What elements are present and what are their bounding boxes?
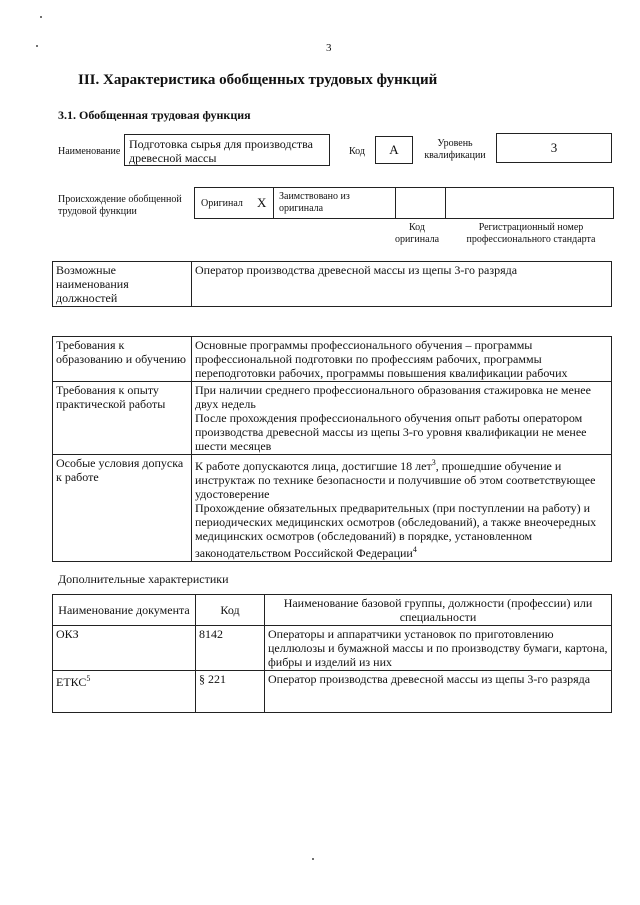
row-code: § 221 bbox=[196, 671, 265, 713]
row-name: Оператор производства древесной массы из щепы 3-го разряда bbox=[265, 671, 612, 713]
page-number: 3 bbox=[326, 42, 332, 54]
origin-divider bbox=[273, 188, 274, 218]
scan-speck bbox=[40, 16, 42, 18]
req-experience-label: Требования к опыту практической работы bbox=[53, 382, 192, 455]
req-conditions-value-1 bbox=[195, 456, 608, 501]
origin-label: Происхождение обобщенной трудовой функции bbox=[58, 194, 182, 217]
original-mark: X bbox=[257, 195, 267, 210]
table-row bbox=[53, 337, 612, 382]
section-title: III. Характеристика обобщенных трудовых функций bbox=[78, 72, 438, 88]
req-education-label: Требования к образованию и обучению bbox=[53, 337, 192, 382]
header-doc: Наименование документа bbox=[53, 595, 196, 626]
code-label: Код bbox=[349, 146, 365, 157]
req-conditions-text-1a: К работе допускаются лица, достигшие 18 лет bbox=[195, 459, 432, 473]
table-header-row bbox=[53, 595, 612, 626]
req-conditions-text-2a: Прохождение обязательных предварительных (при поступлении на работу) и периодических медицинских осмотров (обследований), а также внеочередных медицинских осмотров (обследований) в порядке, установленном законодательством Российской Федерации bbox=[195, 501, 597, 560]
origin-box bbox=[194, 187, 614, 219]
level-box bbox=[496, 133, 612, 163]
row-name: Операторы и аппаратчики установок по приготовлению целлюлозы и бумажной массы и по производству бумаги, картона, фибры и изделий из них bbox=[265, 626, 612, 671]
req-conditions-cell bbox=[192, 455, 612, 562]
req-experience-value-1: При наличии среднего профессионального образования стажировка не менее двух недель bbox=[195, 383, 591, 411]
additional-table bbox=[52, 594, 612, 713]
table-row bbox=[53, 262, 612, 307]
footnote-ref: 3 bbox=[431, 458, 436, 467]
origin-divider bbox=[395, 188, 396, 218]
req-conditions-text-1b: , прошедшие обучение и инструктаж по технике безопасности и получившие об этом соответствующее удостоверение bbox=[195, 459, 596, 501]
code-box bbox=[375, 136, 413, 164]
function-name-value: Подготовка сырья для производства древесной массы bbox=[129, 137, 313, 165]
footnote-ref: 4 bbox=[412, 545, 417, 554]
row-doc: ЕТКС bbox=[56, 675, 87, 689]
requirements-table bbox=[52, 336, 612, 562]
row-doc-cell bbox=[53, 671, 196, 713]
table-row bbox=[53, 671, 612, 713]
req-experience-cell bbox=[192, 382, 612, 455]
table-row bbox=[53, 626, 612, 671]
req-education-value: Основные программы профессионального обучения – программы профессиональной подготовки по профессиям рабочих, программы переподготовки рабочих, программы повышения квалификации рабочих bbox=[192, 337, 612, 382]
table-row bbox=[53, 455, 612, 562]
table-row bbox=[53, 382, 612, 455]
scan-speck bbox=[36, 45, 38, 47]
reg-caption: Регистрационный номер профессионального стандарта bbox=[466, 222, 596, 245]
req-conditions-label: Особые условия допуска к работе bbox=[53, 455, 192, 562]
additional-title: Дополнительные характеристики bbox=[58, 572, 229, 586]
scan-speck bbox=[312, 858, 314, 860]
req-conditions-value-2 bbox=[195, 501, 608, 560]
original-label: Оригинал bbox=[201, 198, 243, 209]
name-label: Наименование bbox=[58, 146, 121, 157]
row-doc: ОКЗ bbox=[53, 626, 196, 671]
code-value: А bbox=[389, 142, 399, 157]
footnote-ref: 5 bbox=[86, 674, 91, 683]
level-label: Уровень квалификации bbox=[424, 138, 486, 161]
function-name-box bbox=[124, 134, 330, 166]
positions-label: Возможные наименования должностей bbox=[53, 262, 192, 307]
level-value: 3 bbox=[550, 140, 558, 155]
row-code: 8142 bbox=[196, 626, 265, 671]
origin-divider bbox=[445, 188, 446, 218]
positions-value: Оператор производства древесной массы из щепы 3-го разряда bbox=[192, 262, 612, 307]
req-experience-value-2: После прохождения профессионального обучения опыт работы оператором производства древесной массы из щепы 3-го уровня квалификации не менее шести месяцев bbox=[195, 411, 587, 453]
subsection-title: 3.1. Обобщенная трудовая функция bbox=[58, 108, 251, 122]
header-code: Код bbox=[196, 595, 265, 626]
positions-table bbox=[52, 261, 612, 307]
header-name: Наименование базовой группы, должности (профессии) или специальности bbox=[265, 595, 612, 626]
borrowed-label: Заимствовано из оригинала bbox=[279, 191, 350, 214]
code-caption: Код оригинала bbox=[394, 222, 440, 245]
